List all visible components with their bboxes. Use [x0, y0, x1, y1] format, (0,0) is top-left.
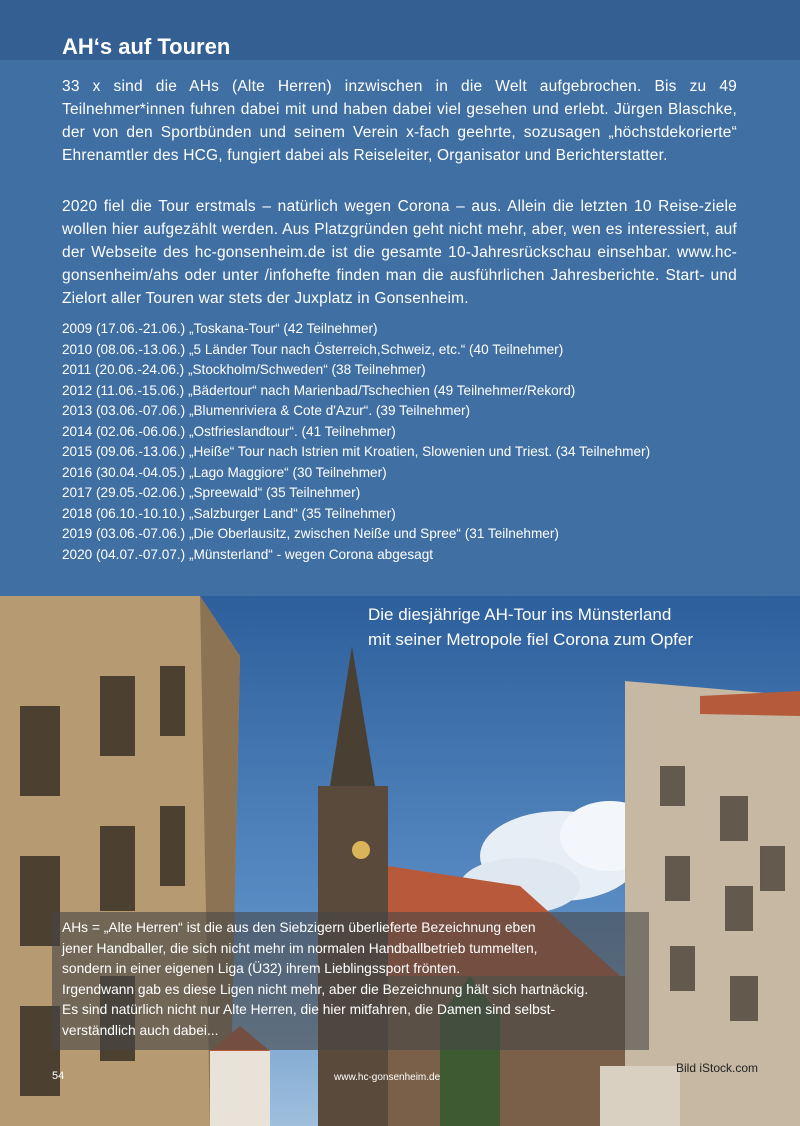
- tour-item: 2012 (11.06.-15.06.) „Bädertour“ nach Marienbad/Tschechien (49 Teilnehmer/Rekord): [62, 382, 576, 398]
- note-line: AHs = „Alte Herren“ ist die aus den Siebzigern überlieferte Bezeichnung eben: [62, 920, 536, 935]
- note-line: verständlich auch dabei...: [62, 1022, 219, 1038]
- tour-item: 2017 (29.05.-02.06.) „Spreewald“ (35 Teilnehmer): [62, 485, 361, 500]
- note-line: Es sind natürlich nicht nur Alte Herren, die hier mitfahren, die Damen sind selbst-: [62, 1002, 556, 1017]
- tour-item: 2015 (09.06.-13.06.) „Heiße“ Tour nach Istrien mit Kroatien, Slowenien und Triest. (34 Teilnehmer): [62, 444, 651, 459]
- tour-item: 2014 (02.06.-06.06.) „Ostfrieslandtour“. (41 Teilnehmer): [62, 423, 396, 439]
- image-credit: Bild iStock.com: [676, 1061, 759, 1075]
- note-line: Irgendwann gab es diese Ligen nicht mehr, aber die Bezeichnung hält sich hartnäckig.: [62, 981, 589, 997]
- note-line: sondern in einer eigenen Liga (Ü32) ihrem Lieblingssport frönten.: [62, 961, 461, 976]
- note-line: jener Handballer, die sich nicht mehr im normalen Handballbetrieb tummelten,: [62, 940, 538, 956]
- caption-line: Die diesjährige AH-Tour ins Münsterland: [368, 605, 672, 624]
- tour-item: 2010 (08.06.-13.06.) „5 Länder Tour nach Österreich,Schweiz, etc.“ (40 Teilnehmer): [62, 341, 564, 357]
- tour-item: 2020 (04.07.-07.07.) „Münsterland“ - wegen Corona abgesagt: [62, 546, 434, 562]
- tour-item: 2013 (03.06.-07.06.) „Blumenriviera & Cote d'Azur“. (39 Teilnehmer): [62, 403, 471, 418]
- website-footer: www.hc-gonsenheim.de: [334, 1072, 441, 1083]
- tour-item: 2019 (03.06.-07.06.) „Die Oberlausitz, zwischen Neiße und Spree“ (31 Teilnehmer): [62, 526, 559, 541]
- photo-caption: [368, 602, 693, 652]
- tour-list: [62, 319, 650, 565]
- tour-item: 2009 (17.06.-21.06.) „Toskana-Tour“ (42 Teilnehmer): [62, 321, 378, 336]
- caption-line: mit seiner Metropole fiel Corona zum Opfer: [368, 630, 694, 649]
- ah-note: [62, 918, 647, 1041]
- page-number: 54: [52, 1070, 65, 1082]
- tour-item: 2016 (30.04.-04.05.) „Lago Maggiore“ (30 Teilnehmer): [62, 464, 387, 480]
- page-title: AH‘s auf Touren: [62, 34, 231, 59]
- corona-paragraph: 2020 fiel die Tour erstmals – natürlich wegen Corona – aus. Allein die letzten 10 Reise-ziele wollen hier aufgezählt werden. Aus Platzgründen geht nicht mehr, aber, wen es interessiert, auf der Webseite des hc-gonsenheim.de ist die gesamte 10-Jahresrückschau einsehbar. www.hc-gonsenheim/ahs oder unter /infohefte finden man die ausführlichen Jahresberichte. Start- und Zielort aller Touren war stets der Juxplatz in Gonsenheim.: [62, 198, 737, 307]
- intro-paragraph: 33 x sind die AHs (Alte Herren) inzwischen in die Welt aufgebrochen. Bis zu 49 Teilnehmer*innen fuhren dabei mit und haben dabei viel gesehen und erlebt. Jürgen Blaschke, der von den Sportbünden und seinem Verein x-fach geehrte, sozusagen „höchstdekorierte“ Ehrenamtler des HCG, fungiert dabei als Reiseleiter, Organisator und Berichterstatter.: [62, 78, 737, 164]
- tour-item: 2018 (06.10.-10.10.) „Salzburger Land“ (35 Teilnehmer): [62, 505, 396, 521]
- tour-item: 2011 (20.06.-24.06.) „Stockholm/Schweden“ (38 Teilnehmer): [62, 362, 426, 377]
